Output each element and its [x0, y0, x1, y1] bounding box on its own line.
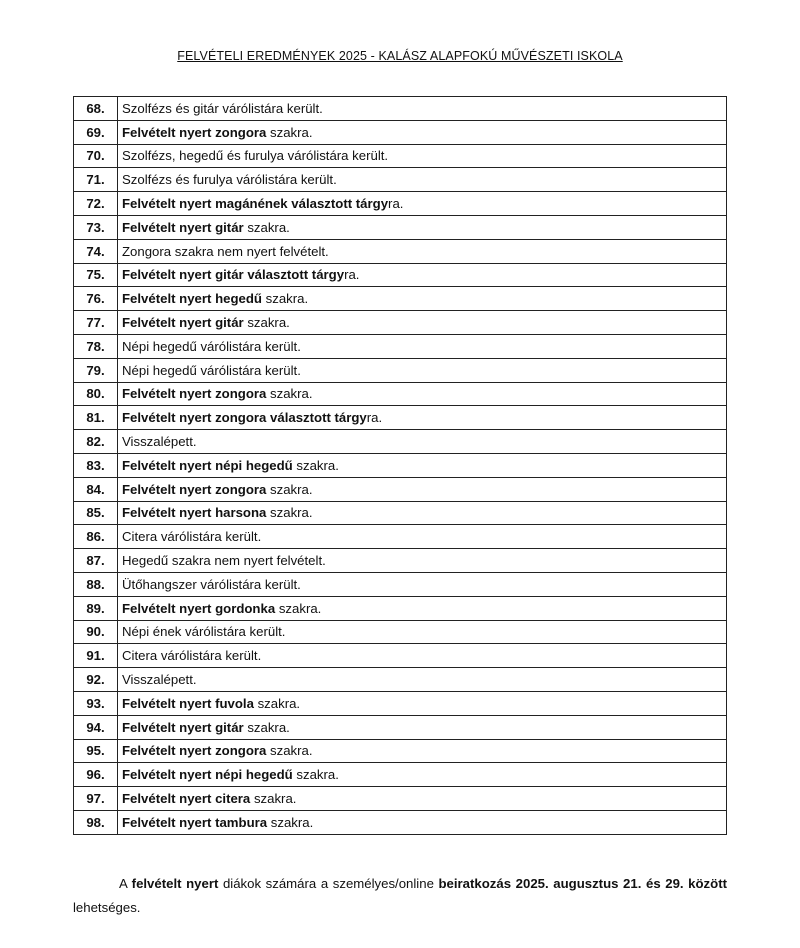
row-result: [118, 668, 727, 692]
row-number: 69.: [74, 120, 118, 144]
table-row: [74, 691, 727, 715]
row-number: 80.: [74, 382, 118, 406]
result-bold-text: Felvételt nyert magánének választott tárgy: [122, 196, 389, 212]
table-row: [74, 97, 727, 121]
result-text: Citera várólistára került.: [122, 529, 262, 545]
row-number: 74.: [74, 239, 118, 263]
result-text: szakra.: [243, 219, 290, 235]
row-result: [118, 430, 727, 454]
row-result: [118, 406, 727, 430]
row-result: [118, 739, 727, 763]
result-text: szakra.: [275, 600, 322, 616]
result-text: Szolfézs és furulya várólistára került.: [122, 172, 337, 188]
row-result: [118, 501, 727, 525]
results-table: [73, 96, 727, 835]
table-row: [74, 144, 727, 168]
result-text: Ütőhangszer várólistára került.: [122, 576, 301, 592]
result-text: ra.: [344, 267, 360, 283]
note-bold-text: felvételt nyert: [131, 876, 219, 892]
result-bold-text: Felvételt nyert gordonka: [122, 600, 276, 616]
table-row: [74, 739, 727, 763]
table-row: [74, 168, 727, 192]
table-row: [74, 763, 727, 787]
result-text: ra.: [366, 410, 383, 426]
row-result: [118, 620, 727, 644]
row-number: 86.: [74, 525, 118, 549]
result-text: szakra.: [292, 457, 339, 473]
table-row: [74, 572, 727, 596]
table-row: [74, 787, 727, 811]
table-row: [74, 334, 727, 358]
row-result: [118, 644, 727, 668]
result-text: ra.: [388, 196, 404, 212]
result-bold-text: Felvételt nyert zongora választott tárgy: [122, 410, 367, 426]
table-row: [74, 596, 727, 620]
result-text: szakra.: [266, 481, 313, 497]
row-number: 83.: [74, 453, 118, 477]
table-row: [74, 287, 727, 311]
row-result: [118, 168, 727, 192]
result-text: szakra.: [243, 315, 290, 331]
row-number: 98.: [74, 810, 118, 834]
table-row: [74, 549, 727, 573]
result-text: szakra.: [266, 505, 313, 521]
table-row: [74, 715, 727, 739]
row-number: 94.: [74, 715, 118, 739]
row-result: [118, 715, 727, 739]
row-result: [118, 596, 727, 620]
table-row: [74, 215, 727, 239]
row-number: 75.: [74, 263, 118, 287]
table-row: [74, 501, 727, 525]
row-result: [118, 549, 727, 573]
row-number: 81.: [74, 406, 118, 430]
table-row: [74, 525, 727, 549]
result-text: Citera várólistára került.: [122, 648, 262, 664]
row-result: [118, 287, 727, 311]
result-bold-text: Felvételt nyert népi hegedű: [122, 767, 293, 783]
row-number: 70.: [74, 144, 118, 168]
result-text: szakra.: [243, 719, 290, 735]
result-text: szakra.: [261, 291, 309, 307]
row-number: 92.: [74, 668, 118, 692]
result-text: szakra.: [267, 814, 314, 830]
result-bold-text: Felvételt nyert gitár választott tárgy: [122, 267, 345, 283]
row-number: 89.: [74, 596, 118, 620]
row-result: [118, 120, 727, 144]
row-result: [118, 763, 727, 787]
result-text: Népi hegedű várólistára került.: [122, 338, 301, 354]
result-bold-text: Felvételt nyert zongora: [122, 124, 267, 140]
table-row: [74, 358, 727, 382]
result-bold-text: Felvételt nyert népi hegedű: [122, 457, 293, 473]
result-bold-text: Felvételt nyert gitár: [122, 719, 244, 735]
result-bold-text: Felvételt nyert fuvola: [122, 695, 254, 711]
row-number: 72.: [74, 192, 118, 216]
table-row: [74, 311, 727, 335]
result-bold-text: Felvételt nyert citera: [122, 791, 251, 806]
result-text: szakra.: [266, 386, 313, 402]
table-row: [74, 644, 727, 668]
results-table-body: [74, 97, 727, 835]
page-title: FELVÉTELI EREDMÉNYEK 2025 - KALÁSZ ALAPFOKÚ MŰVÉSZETI ISKOLA: [177, 49, 623, 63]
result-bold-text: Felvételt nyert zongora: [122, 743, 267, 759]
row-number: 78.: [74, 334, 118, 358]
table-row: [74, 192, 727, 216]
row-number: 82.: [74, 430, 118, 454]
table-row: [74, 406, 727, 430]
note-text: lehetséges.: [73, 900, 141, 916]
note-text: A: [119, 876, 132, 892]
row-result: [118, 477, 727, 501]
result-bold-text: Felvételt nyert zongora: [122, 481, 267, 497]
result-text: szakra.: [266, 124, 313, 140]
result-text: Szolfézs és gitár várólistára került.: [122, 100, 323, 116]
row-number: 73.: [74, 215, 118, 239]
row-number: 91.: [74, 644, 118, 668]
result-text: Szolfézs, hegedű és furulya várólistára került.: [122, 148, 389, 164]
row-result: [118, 572, 727, 596]
row-result: [118, 691, 727, 715]
row-number: 96.: [74, 763, 118, 787]
row-number: 90.: [74, 620, 118, 644]
row-number: 87.: [74, 549, 118, 573]
table-row: [74, 430, 727, 454]
table-row: [74, 668, 727, 692]
row-result: [118, 215, 727, 239]
row-result: [118, 192, 727, 216]
result-bold-text: Felvételt nyert zongora: [122, 386, 267, 402]
result-text: szakra.: [250, 791, 297, 806]
note-text: diákok számára a személyes/online: [218, 876, 439, 892]
table-row: [74, 382, 727, 406]
row-result: [118, 525, 727, 549]
row-result: [118, 382, 727, 406]
table-row: [74, 477, 727, 501]
row-number: 79.: [74, 358, 118, 382]
row-result: [118, 144, 727, 168]
result-bold-text: Felvételt nyert gitár: [122, 219, 244, 235]
row-result: [118, 239, 727, 263]
result-text: Zongora szakra nem nyert felvételt.: [122, 243, 329, 259]
result-text: szakra.: [253, 695, 301, 711]
row-number: 97.: [74, 787, 118, 811]
row-result: [118, 810, 727, 834]
row-result: [118, 334, 727, 358]
row-result: [118, 97, 727, 121]
enrollment-note: [73, 872, 727, 920]
result-text: Népi ének várólistára került.: [122, 624, 286, 640]
result-text: szakra.: [292, 767, 339, 783]
row-number: 77.: [74, 311, 118, 335]
table-row: [74, 453, 727, 477]
row-number: 76.: [74, 287, 118, 311]
row-number: 84.: [74, 477, 118, 501]
table-row: [74, 810, 727, 834]
result-text: szakra.: [266, 743, 313, 759]
row-result: [118, 453, 727, 477]
result-text: Hegedű szakra nem nyert felvételt.: [122, 553, 326, 569]
row-result: [118, 358, 727, 382]
row-number: 85.: [74, 501, 118, 525]
result-bold-text: Felvételt nyert hegedű: [122, 291, 262, 307]
row-number: 93.: [74, 691, 118, 715]
row-result: [118, 311, 727, 335]
row-number: 71.: [74, 168, 118, 192]
result-text: Visszalépett.: [122, 434, 197, 450]
result-bold-text: Felvételt nyert harsona: [122, 505, 267, 521]
note-bold-text: beiratkozás 2025. augusztus 21. és 29. között: [438, 876, 727, 892]
table-row: [74, 620, 727, 644]
result-text: Népi hegedű várólistára került.: [122, 362, 301, 378]
row-result: [118, 263, 727, 287]
table-row: [74, 263, 727, 287]
table-row: [74, 239, 727, 263]
row-result: [118, 787, 727, 811]
row-number: 68.: [74, 97, 118, 121]
result-bold-text: Felvételt nyert gitár: [122, 315, 244, 331]
row-number: 95.: [74, 739, 118, 763]
result-bold-text: Felvételt nyert tambura: [122, 814, 268, 830]
row-number: 88.: [74, 572, 118, 596]
table-row: [74, 120, 727, 144]
result-text: Visszalépett.: [122, 672, 197, 688]
